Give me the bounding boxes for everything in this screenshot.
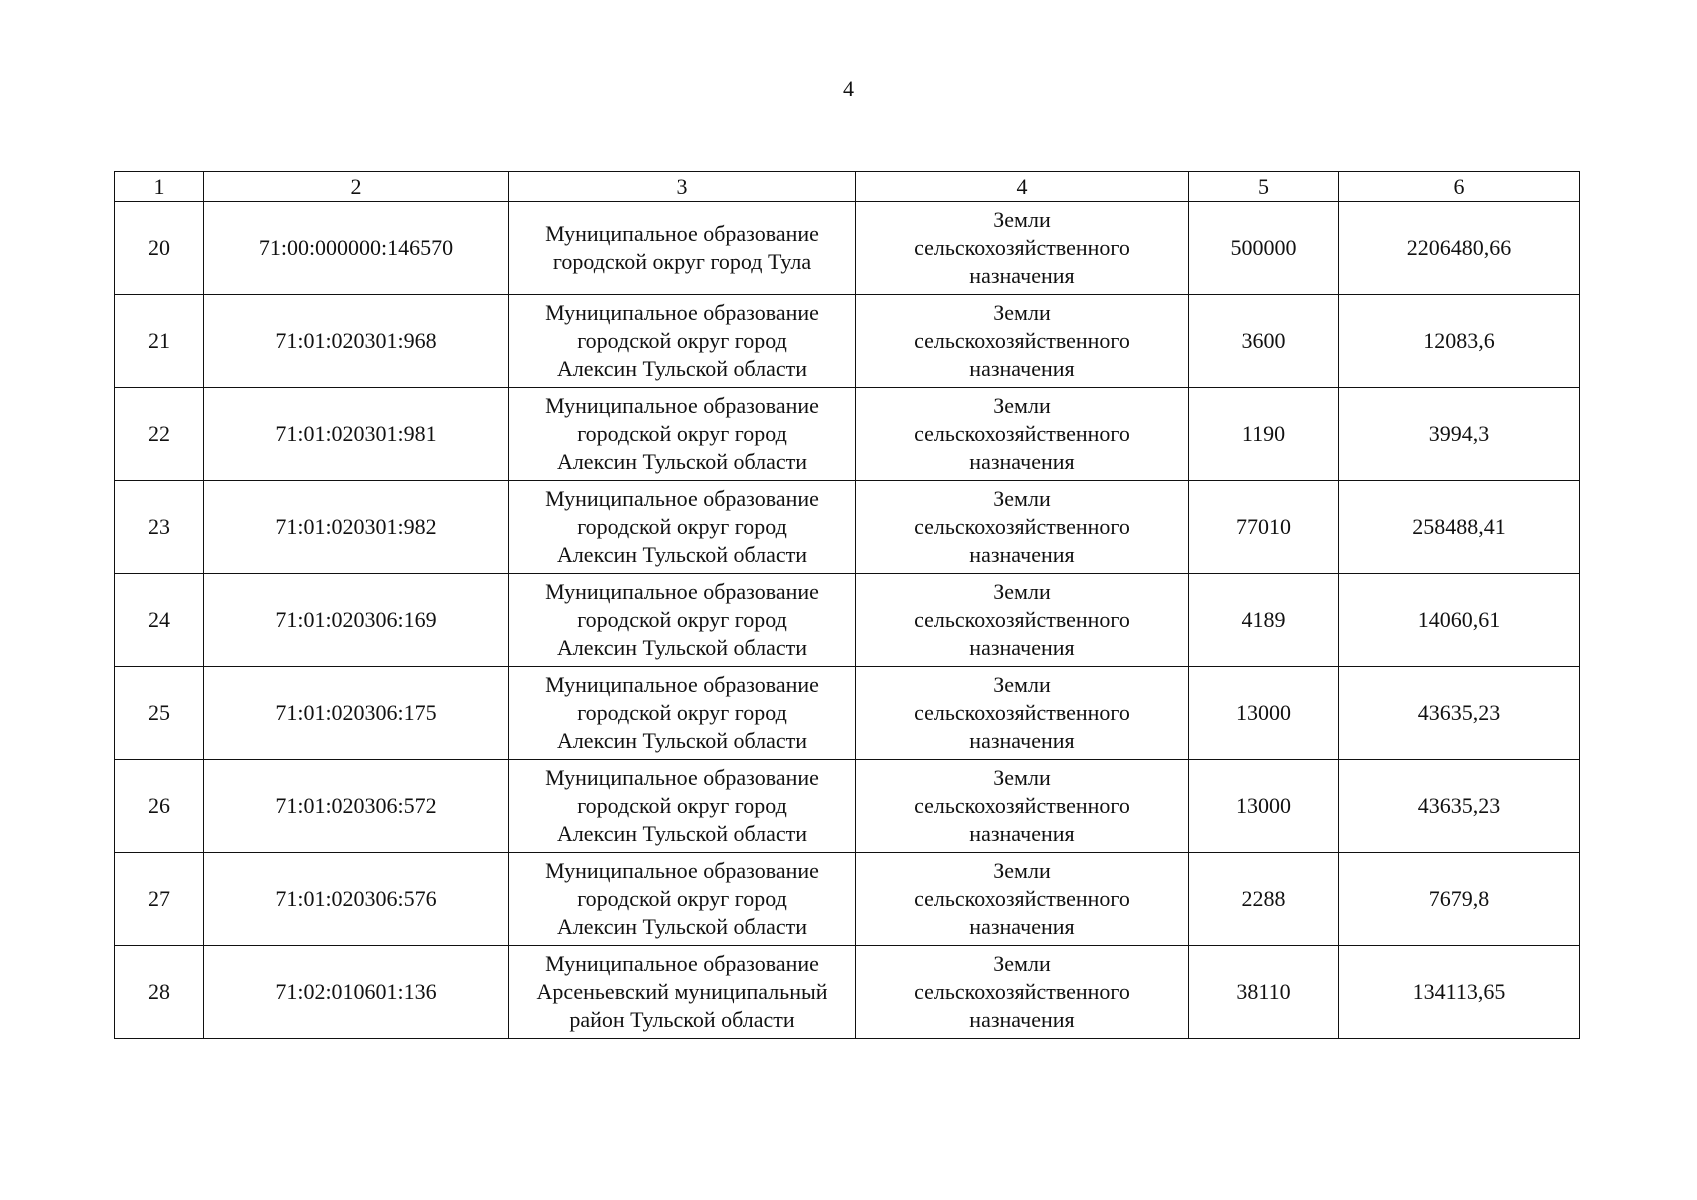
owner-cell-line: район Тульской области xyxy=(569,1007,795,1032)
owner-cell-line: Муниципальное образование xyxy=(545,951,819,976)
land-category-cell-line: сельскохозяйственного xyxy=(914,700,1130,725)
row-number-cell: 25 xyxy=(115,667,204,760)
owner-cell-line: Алексин Тульской области xyxy=(556,542,808,567)
land-category-cell xyxy=(856,853,1189,946)
land-category-cell-line: Земли xyxy=(993,579,1051,604)
area-cell: 4189 xyxy=(1189,574,1339,667)
land-category-cell xyxy=(856,388,1189,481)
owner-cell xyxy=(509,667,856,760)
owner-cell xyxy=(509,202,856,295)
row-number-cell: 22 xyxy=(115,388,204,481)
cadastral-number-cell: 71:01:020306:572 xyxy=(204,760,509,853)
value-cell: 12083,6 xyxy=(1339,295,1580,388)
row-number-cell: 26 xyxy=(115,760,204,853)
table-row xyxy=(115,760,1580,853)
area-cell: 13000 xyxy=(1189,760,1339,853)
row-number-cell: 24 xyxy=(115,574,204,667)
column-header-3: 3 xyxy=(509,172,856,202)
owner-cell-line: Муниципальное образование xyxy=(545,858,819,883)
owner-cell-line: городской округ город xyxy=(577,607,787,632)
land-category-cell-line: Земли xyxy=(993,207,1051,232)
area-cell: 1190 xyxy=(1189,388,1339,481)
cadastral-number-cell: 71:01:020301:968 xyxy=(204,295,509,388)
column-header-2: 2 xyxy=(204,172,509,202)
land-category-cell xyxy=(856,946,1189,1039)
land-category-cell-line: назначения xyxy=(969,356,1075,381)
cadastral-number-cell: 71:01:020301:981 xyxy=(204,388,509,481)
owner-cell-line: городской округ город Тула xyxy=(552,249,812,274)
table-row xyxy=(115,667,1580,760)
owner-cell xyxy=(509,760,856,853)
land-category-cell-line: назначения xyxy=(969,821,1075,846)
land-category-cell xyxy=(856,760,1189,853)
value-cell: 7679,8 xyxy=(1339,853,1580,946)
land-category-cell-line: Земли xyxy=(993,765,1051,790)
land-category-cell-line: сельскохозяйственного xyxy=(914,514,1130,539)
area-cell: 3600 xyxy=(1189,295,1339,388)
area-cell: 500000 xyxy=(1189,202,1339,295)
row-number-cell: 23 xyxy=(115,481,204,574)
value-cell: 3994,3 xyxy=(1339,388,1580,481)
table-row xyxy=(115,481,1580,574)
land-category-cell-line: назначения xyxy=(969,914,1075,939)
owner-cell xyxy=(509,481,856,574)
owner-cell-line: Муниципальное образование xyxy=(545,393,819,418)
owner-cell-line: Муниципальное образование xyxy=(545,221,819,246)
value-cell: 2206480,66 xyxy=(1339,202,1580,295)
land-category-cell xyxy=(856,667,1189,760)
cadastral-number-cell: 71:02:010601:136 xyxy=(204,946,509,1039)
land-category-cell-line: назначения xyxy=(969,263,1075,288)
land-category-cell-line: Земли xyxy=(993,672,1051,697)
row-number-cell: 27 xyxy=(115,853,204,946)
page-number: 4 xyxy=(843,76,854,101)
land-category-cell-line: назначения xyxy=(969,635,1075,660)
table-row xyxy=(115,946,1580,1039)
land-category-cell-line: Земли xyxy=(993,300,1051,325)
owner-cell-line: Алексин Тульской области xyxy=(556,356,808,381)
land-plots-table xyxy=(114,171,1580,1039)
owner-cell-line: городской округ город xyxy=(577,421,787,446)
column-header-1: 1 xyxy=(115,172,204,202)
column-header-5: 5 xyxy=(1189,172,1339,202)
value-cell: 43635,23 xyxy=(1339,760,1580,853)
row-number-cell: 20 xyxy=(115,202,204,295)
land-category-cell-line: сельскохозяйственного xyxy=(914,979,1130,1004)
land-category-cell-line: назначения xyxy=(969,1007,1075,1032)
owner-cell xyxy=(509,574,856,667)
owner-cell-line: Алексин Тульской области xyxy=(556,821,808,846)
land-category-cell-line: назначения xyxy=(969,728,1075,753)
owner-cell-line: Муниципальное образование xyxy=(545,300,819,325)
land-category-cell-line: Земли xyxy=(993,858,1051,883)
area-cell: 2288 xyxy=(1189,853,1339,946)
land-category-cell xyxy=(856,481,1189,574)
land-category-cell-line: сельскохозяйственного xyxy=(914,328,1130,353)
column-header-4: 4 xyxy=(856,172,1189,202)
land-category-cell-line: Земли xyxy=(993,951,1051,976)
table-row xyxy=(115,295,1580,388)
value-cell: 134113,65 xyxy=(1339,946,1580,1039)
table-row xyxy=(115,202,1580,295)
land-category-cell-line: Земли xyxy=(993,393,1051,418)
land-category-cell-line: назначения xyxy=(969,542,1075,567)
owner-cell xyxy=(509,295,856,388)
cadastral-number-cell: 71:01:020306:169 xyxy=(204,574,509,667)
land-category-cell xyxy=(856,202,1189,295)
owner-cell-line: городской округ город xyxy=(577,328,787,353)
land-category-cell-line: сельскохозяйственного xyxy=(914,421,1130,446)
owner-cell-line: городской округ город xyxy=(577,700,787,725)
owner-cell xyxy=(509,388,856,481)
owner-cell xyxy=(509,946,856,1039)
column-header-6: 6 xyxy=(1339,172,1580,202)
land-category-cell-line: назначения xyxy=(969,449,1075,474)
land-category-cell xyxy=(856,295,1189,388)
value-cell: 43635,23 xyxy=(1339,667,1580,760)
owner-cell-line: Алексин Тульской области xyxy=(556,449,808,474)
table-row xyxy=(115,853,1580,946)
owner-cell-line: городской округ город xyxy=(577,514,787,539)
owner-cell-line: Муниципальное образование xyxy=(545,765,819,790)
land-category-cell-line: сельскохозяйственного xyxy=(914,607,1130,632)
owner-cell-line: Муниципальное образование xyxy=(545,579,819,604)
land-category-cell-line: сельскохозяйственного xyxy=(914,235,1130,260)
table-row xyxy=(115,388,1580,481)
owner-cell-line: городской округ город xyxy=(577,793,787,818)
table-body xyxy=(115,172,1580,1039)
value-cell: 14060,61 xyxy=(1339,574,1580,667)
cadastral-number-cell: 71:01:020301:982 xyxy=(204,481,509,574)
owner-cell xyxy=(509,853,856,946)
row-number-cell: 21 xyxy=(115,295,204,388)
owner-cell-line: городской округ город xyxy=(577,886,787,911)
cadastral-number-cell: 71:00:000000:146570 xyxy=(204,202,509,295)
owner-cell-line: Муниципальное образование xyxy=(545,672,819,697)
value-cell: 258488,41 xyxy=(1339,481,1580,574)
owner-cell-line: Алексин Тульской области xyxy=(556,728,808,753)
land-category-cell-line: сельскохозяйственного xyxy=(914,793,1130,818)
row-number-cell: 28 xyxy=(115,946,204,1039)
owner-cell-line: Алексин Тульской области xyxy=(556,914,808,939)
owner-cell-line: Алексин Тульской области xyxy=(556,635,808,660)
land-category-cell-line: Земли xyxy=(993,486,1051,511)
table-header-row xyxy=(115,172,1580,202)
owner-cell-line: Арсеньевский муниципальный xyxy=(536,979,828,1004)
land-category-cell-line: сельскохозяйственного xyxy=(914,886,1130,911)
table-row xyxy=(115,574,1580,667)
owner-cell-line: Муниципальное образование xyxy=(545,486,819,511)
cadastral-number-cell: 71:01:020306:175 xyxy=(204,667,509,760)
cadastral-number-cell: 71:01:020306:576 xyxy=(204,853,509,946)
area-cell: 77010 xyxy=(1189,481,1339,574)
area-cell: 13000 xyxy=(1189,667,1339,760)
area-cell: 38110 xyxy=(1189,946,1339,1039)
land-category-cell xyxy=(856,574,1189,667)
